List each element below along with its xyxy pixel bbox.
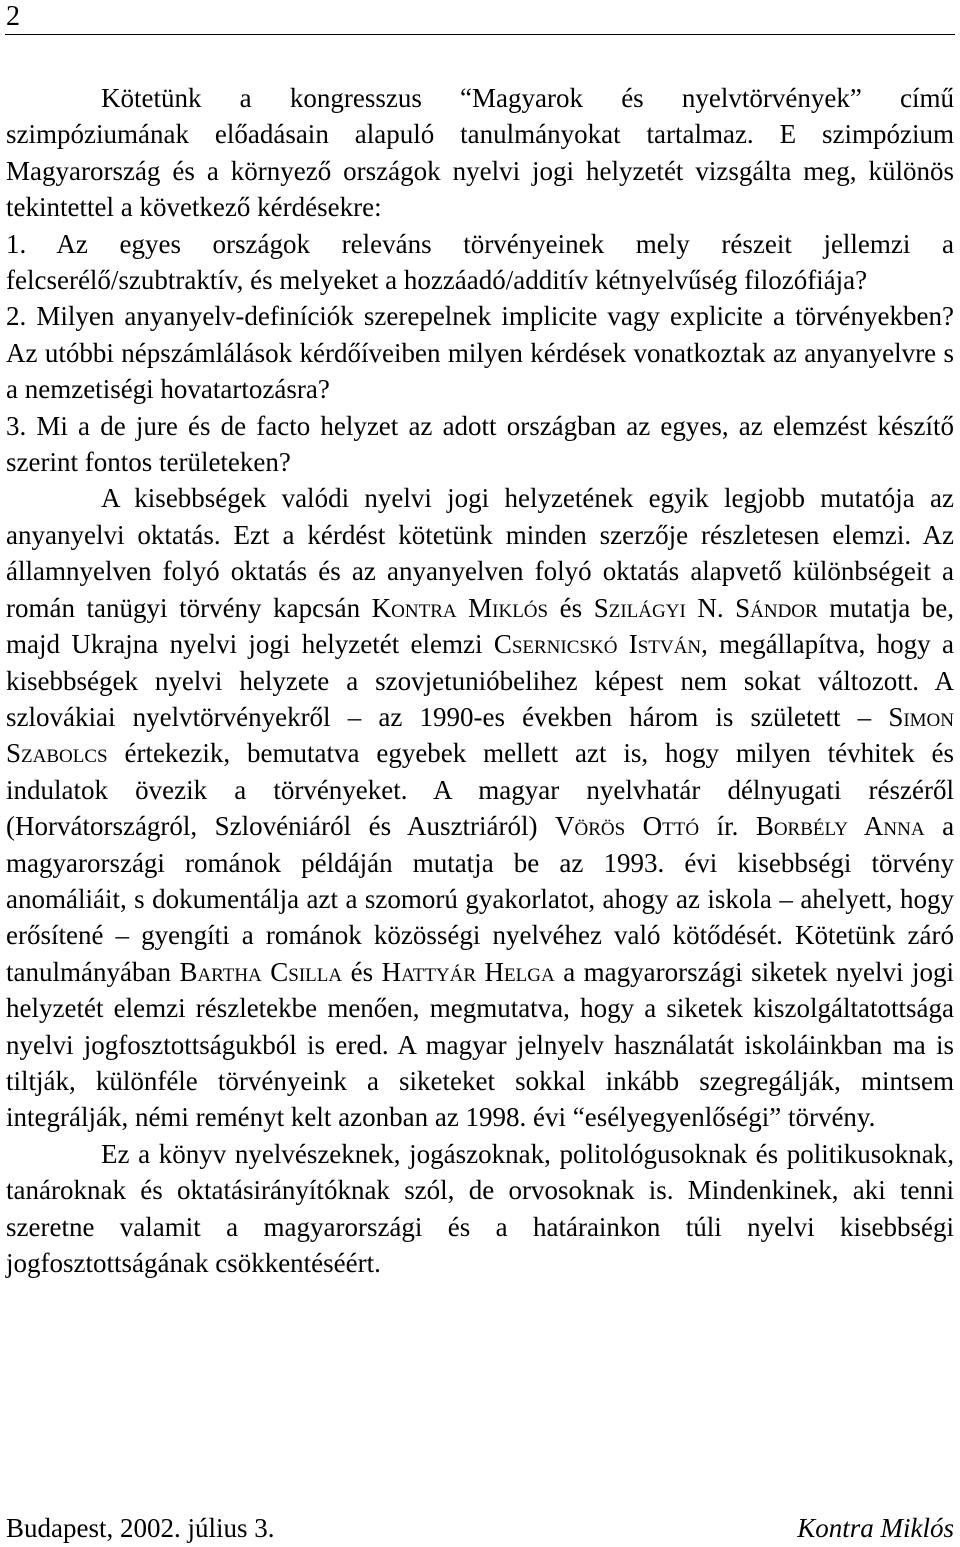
text-run: ír.: [716, 811, 739, 842]
author-name: Kontra Miklós: [371, 592, 549, 623]
author-name: Simon Szabolcs: [6, 701, 954, 769]
author-name: Vörös Ottó: [555, 811, 700, 842]
text-run: a magyarországi siketek nyelvi jogi helyzetét elemzi részletekbe menően, megmutatva, hogy a siketek kiszolgáltatottsága nyelvi jogfosztottságukból is ered. A magyar jelnyelv használatát iskoláinkban ma is tiltják, különféle törvényeink a siketeket sokkal inkább szegregálják, mintsem integrálják, némi reményt kelt azonban az 1998. évi “esélyegyenlőségi” törvény.: [6, 956, 955, 1133]
closing-paragraph: Ez a könyv nyelvészeknek, jogászoknak, politológusoknak és politikusoknak, tanároknak és oktatásirányítóknak szól, de orvosoknak is. Mindenkinek, aki tenni szeretne valamit a magyarországi és a határainkon túli nyelvi kisebbségi jogfosztottságának csökkentéséért.: [6, 1138, 954, 1278]
page-content: [6, 80, 954, 1281]
author-name: Hattyár Helga: [381, 956, 555, 987]
question-3: 3. Mi a de jure és de facto helyzet az adott országban az egyes, az elemzést készítő szerint fontos területeken?: [6, 410, 954, 478]
text-run: értekezik, bemutatva egyebek mellett azt is, hogy milyen tévhitek és indulatok övezik a törvényeket. A magyar nyelvhatár délnyugati részéről (Horvátországról, Szlovéniáról és Ausztriáról): [6, 738, 955, 842]
page-number: 2: [6, 1, 20, 32]
author-name: Borbély Anna: [755, 811, 925, 842]
text-run: és: [559, 592, 583, 623]
author-name: Szilágyi N. Sándor: [593, 592, 818, 623]
text-run: mutatja be, majd Ukrajna nyelvi jogi helyzetét elemzi: [6, 592, 955, 660]
question-2: 2. Milyen anyanyelv-definíciók szerepelnek implicite vagy explicite a törvényekben? Az utóbbi népszámlálások kérdőíveiben milyen kérdések vonatkoztak az anyanyelvre s a nemzetiségi hovatartozásra?: [6, 301, 954, 405]
text-run: , megállapítva, hogy a kisebbségek nyelvi helyzete a szovjetunióbelihez képest nem sokat változott. A szlovákiai nyelvtörvényekről – az 1990-es években három is született –: [6, 629, 954, 732]
header-rule: [5, 34, 955, 35]
text-run: a magyarországi románok példáján mutatja be az 1993. évi kisebbségi törvény anomáliáit, s dokumentálja azt a szomorú gyakorlatot, ahogy az iskola – ahelyett, hogy erősítené – gyengíti a románok közösségi nyelvéhez való kötődését. Kötetünk záró tanulmányában: [6, 811, 955, 987]
place-date: Budapest, 2002. július 3.: [6, 1513, 275, 1543]
author-name: Bartha Csilla: [179, 956, 343, 987]
author-name: Csernicskó István: [493, 629, 702, 660]
signature-row: [6, 1510, 954, 1546]
body-paragraph: [6, 480, 954, 1135]
question-1: 1. Az egyes országok releváns törvényeinek mely részeit jellemzi a felcserélő/szubtraktív, és melyeket a hozzáadó/additív kétnyelvűség filozófiája?: [6, 228, 954, 296]
intro-paragraph: Kötetünk a kongresszus “Magyarok és nyelvtörvények” című szimpóziumának előadásain alapuló tanulmányokat tartalmaz. E szimpózium Magyarország és a környező országok nyelvi jogi helyzetét vizsgálta meg, különös tekintettel a következő kérdésekre:: [6, 83, 954, 223]
text-run: A kisebbségek valódi nyelvi jogi helyzetének egyik legjobb mutatója az anyanyelvi oktatás. Ezt a kérdést kötetünk minden szerzője részletesen elemzi. Az államnyelven folyó oktatás és az anyanyelven folyó oktatás alapvető különbségeit a román tanügyi törvény kapcsán: [6, 483, 954, 623]
author-signature: Kontra Miklós: [797, 1513, 954, 1543]
text-run: és: [350, 956, 374, 987]
